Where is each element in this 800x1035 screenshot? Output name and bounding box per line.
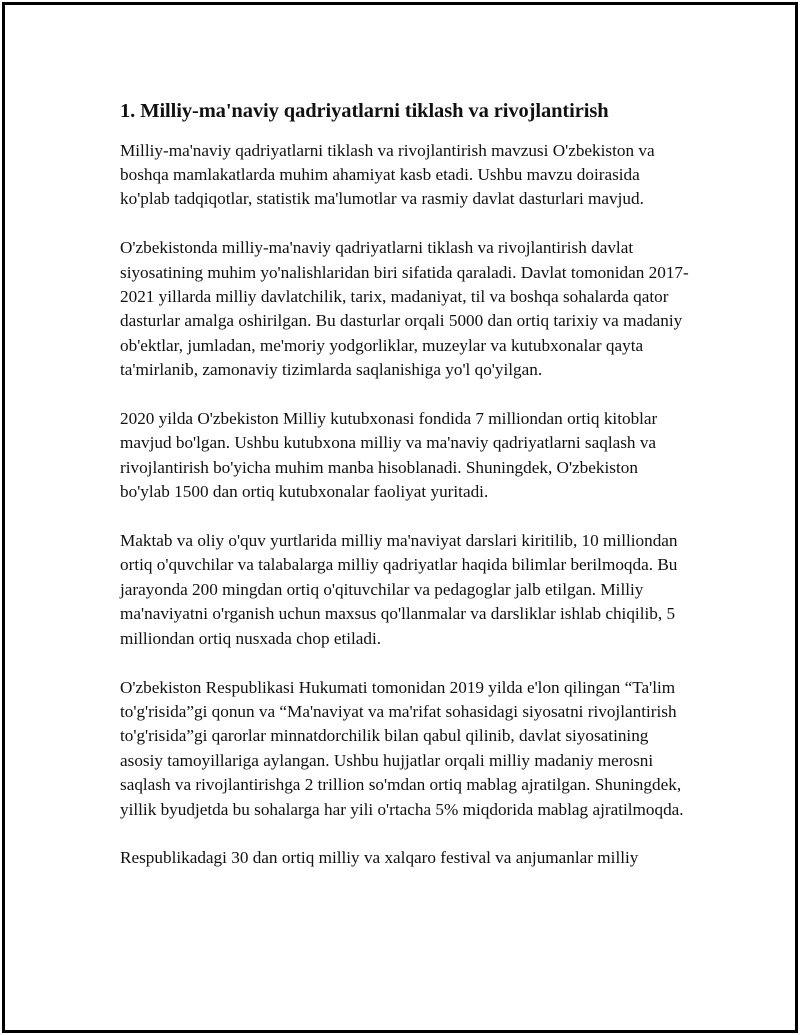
document-body xyxy=(120,99,690,871)
page-frame xyxy=(2,2,798,1033)
paragraph: Milliy-ma'naviy qadriyatlarni tiklash va rivojlantirish mavzusi O'zbekiston va boshqa mamlakatlarda muhim ahamiyat kasb etadi. Ushbu mavzu doirasida ko'plab tadqiqotlar, statistik ma'lumotlar va rasmiy davlat dasturlari mavjud. xyxy=(120,140,655,209)
paragraph: Maktab va oliy o'quv yurtlarida milliy ma'naviyat darslari kiritilib, 10 milliondan ortiq o'quvchilar va talabalarga milliy qadriyatlar haqida bilimlar berilmoqda. Bu jarayonda 200 mingdan ortiq o'qituvchilar va pedagoglar jalb etilgan. Milliy ma'naviyatni o'rganish uchun maxsus qo'llanmalar va darsliklar ishlab chiqilib, 5 milliondan ortiq nusxada chop etiladi. xyxy=(120,531,678,648)
paragraph: O'zbekiston Respublikasi Hukumati tomonidan 2019 yilda e'lon qilingan “Ta'lim to'g'risida”gi qonun va “Ma'naviyat va ma'rifat sohasidagi siyosatni rivojlantirish to'g'risida”gi qarorlar minnatdorchilik bilan qabul qilinib, davlat siyosatining asosiy tamoyillariga aylangan. Ushbu hujjatlar orqali milliy madaniy merosni saqlash va rivojlantirishga 2 trillion so'mdan ortiq mablag ajratilgan. Shuningdek, yillik byudjetda bu sohalarga har yili o'rtacha 5% miqdorida mablag ajratilmoqda. xyxy=(120,677,684,819)
paragraph: Respublikadagi 30 dan ortiq milliy va xalqaro festival va anjumanlar milliy xyxy=(120,848,639,868)
paragraph: 2020 yilda O'zbekiston Milliy kutubxonasi fondida 7 milliondan ortiq kitoblar mavjud bo'lgan. Ushbu kutubxona milliy va ma'naviy qadriyatlarni saqlash va rivojlantirish bo'yicha muhim manba hisoblanadi. Shuningdek, O'zbekiston bo'ylab 1500 dan ortiq kutubxonalar faoliyat yuritadi. xyxy=(120,409,658,502)
paragraph: O'zbekistonda milliy-ma'naviy qadriyatlarni tiklash va rivojlantirish davlat siyosatining muhim yo'nalishlaridan biri sifatida qaraladi. Davlat tomonidan 2017-2021 yillarda milliy davlatchilik, tarix, madaniyat, til va boshqa sohalarda qator dasturlar amalga oshirilgan. Bu dasturlar orqali 5000 dan ortiq tarixiy va madaniy ob'ektlar, jumladan, me'moriy yodgorliklar, muzeylar va kutubxonalar qayta ta'mirlanib, zamonaviy tizimlarda saqlanishiga yo'l qo'yilgan. xyxy=(120,238,689,380)
document-title: 1. Milliy-ma'naviy qadriyatlarni tiklash va rivojlantirish xyxy=(120,100,609,122)
